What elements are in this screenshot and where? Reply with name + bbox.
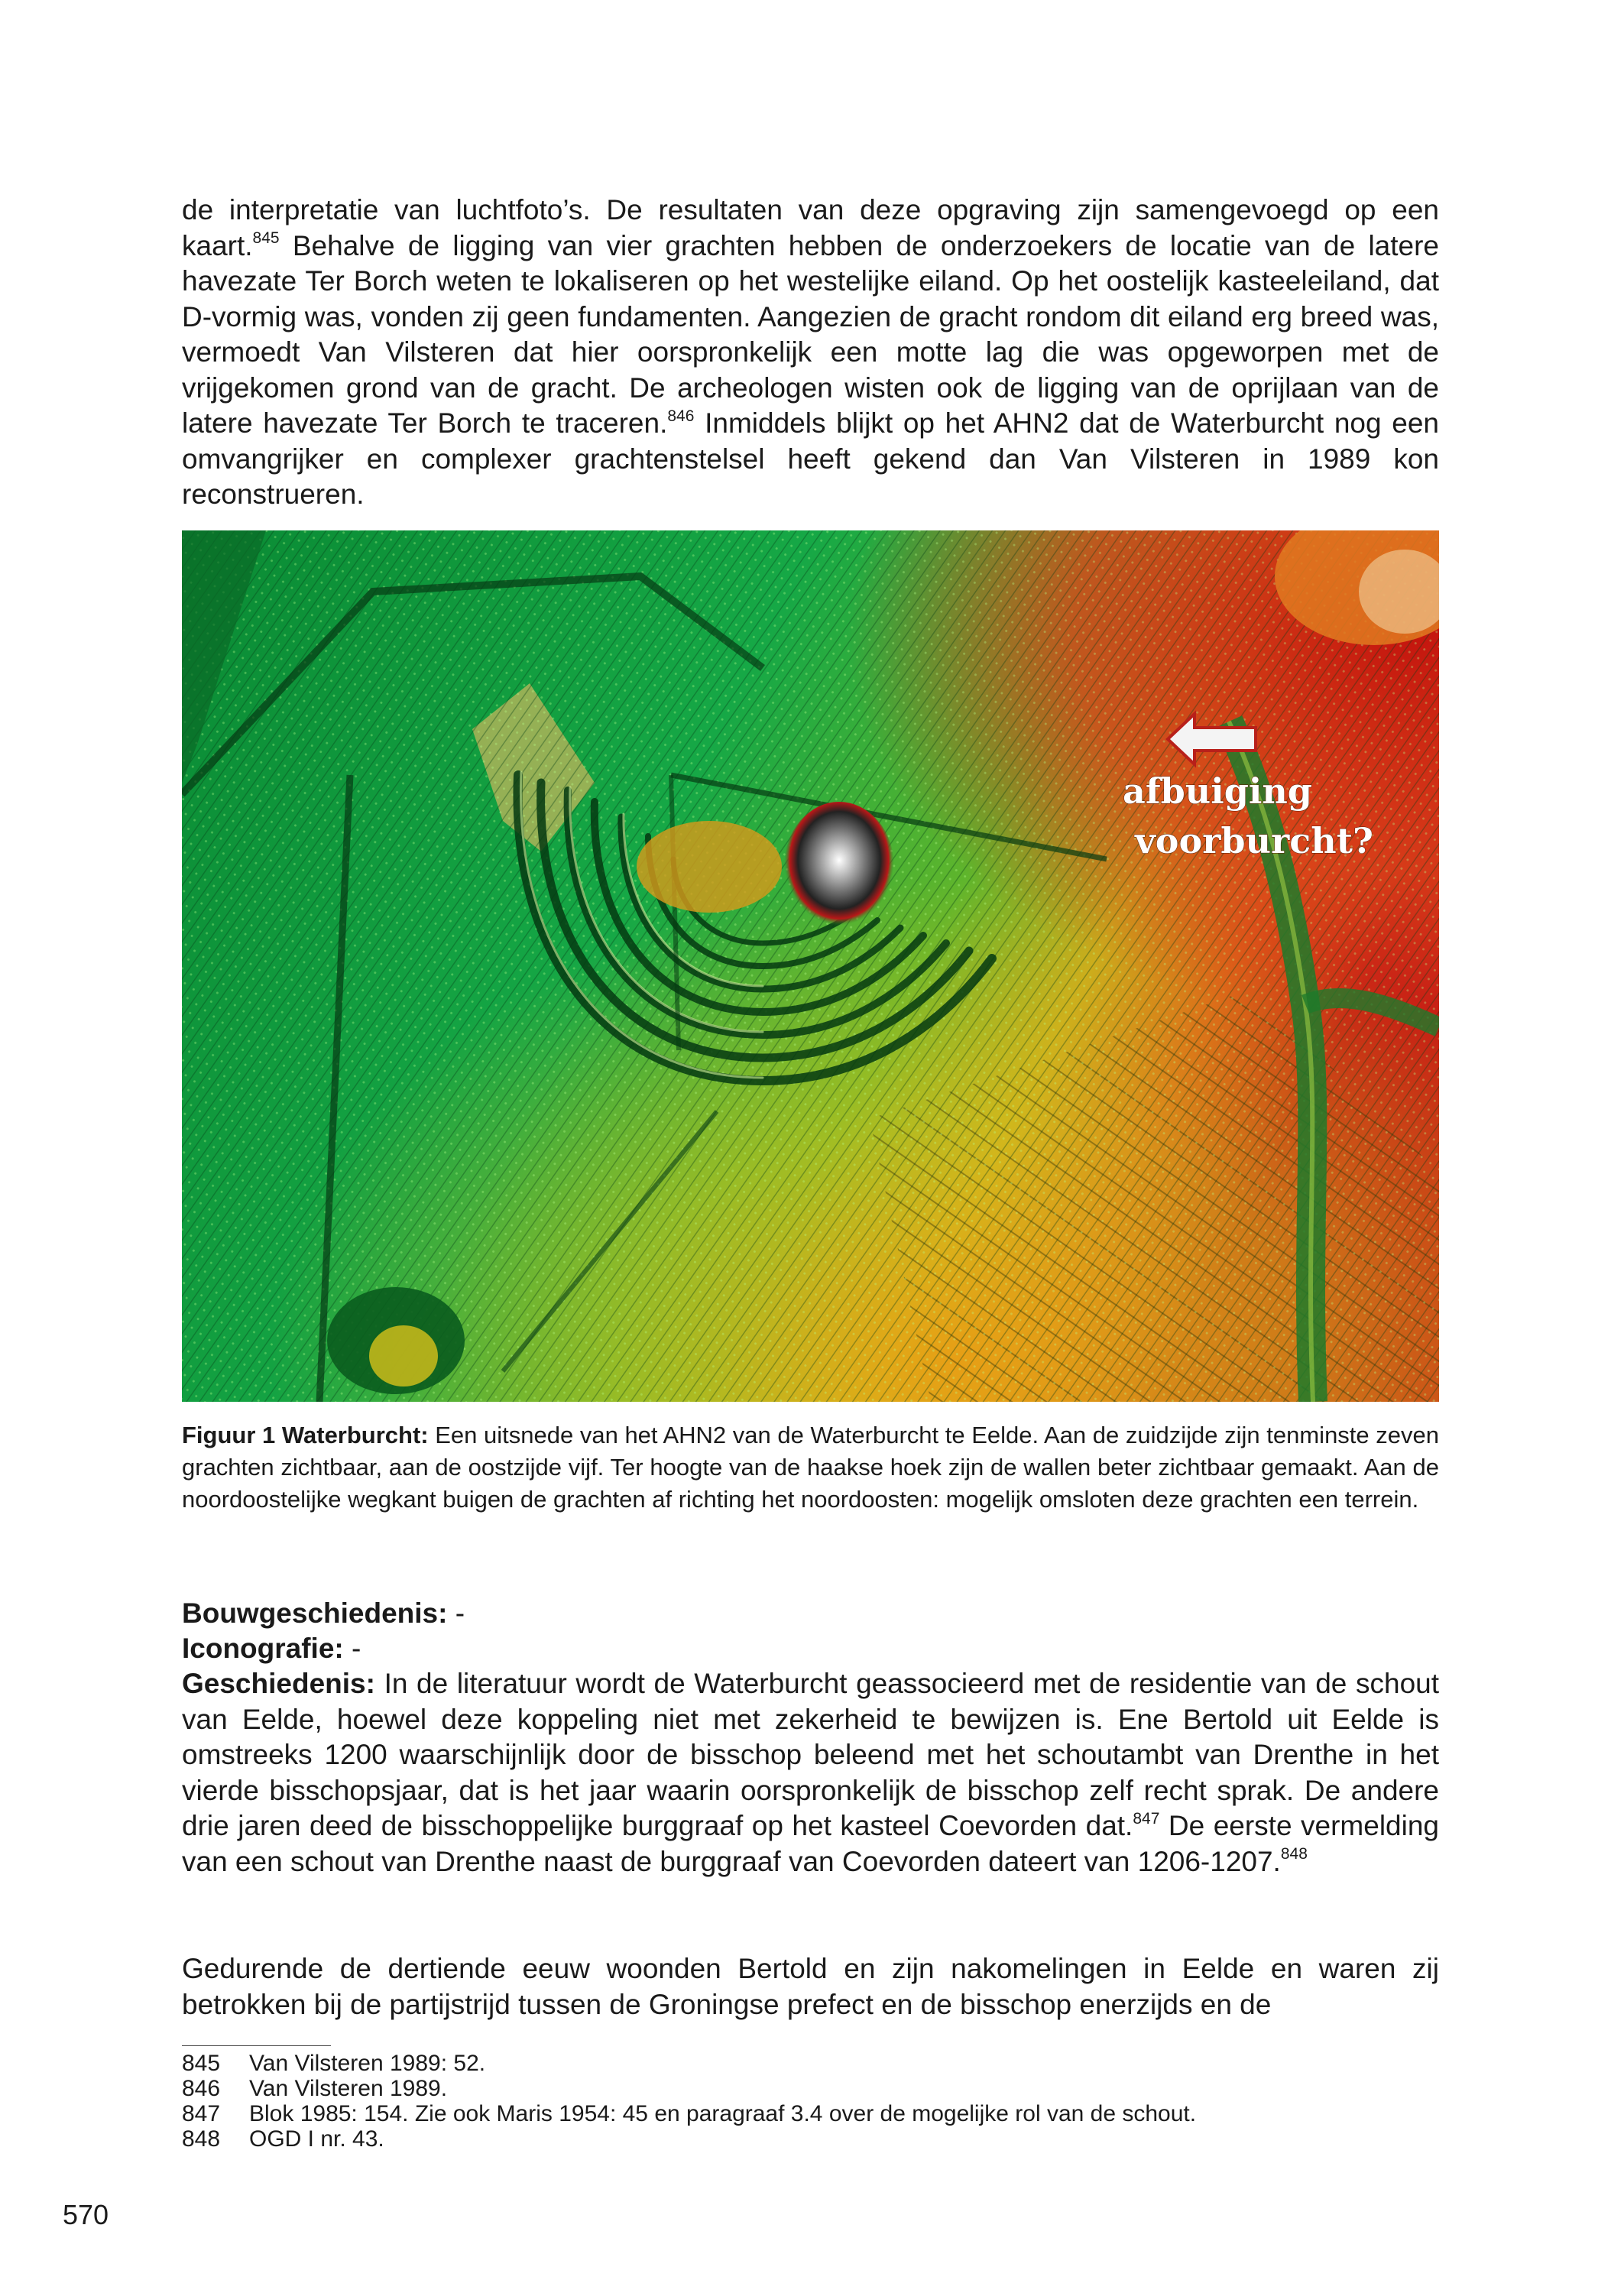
footnotes (182, 2051, 1439, 2152)
footnote-846: 846 Van Vilsteren 1989. (182, 2076, 448, 2101)
body-paragraph-2: Gedurende de dertiende eeuw woonden Bertold en zijn nakomelingen in Eelde en waren zij betrokken bij de partijstrijd tussen de Groningse prefect en de bisschop enerzijds en de (182, 1953, 1439, 2020)
annotation-voorburcht: voorburcht? (1135, 820, 1373, 861)
footnote-ref-848[interactable]: 848 (1280, 1845, 1308, 1863)
figure-caption: Figuur 1 Waterburcht: Een uitsnede van het AHN2 van de Waterburcht te Eelde. Aan de zuidzijde zijn tenminste zeven grachten zichtbaar, aan de oostzijde vijf. Ter hoogte van de haakse hoek zijn de wallen beter zichtbaar gemaakt. Aan de noordoostelijke wegkant buigen de grachten af richting het noordoosten: mogelijk omsloten deze grachten een terrein. (182, 1422, 1439, 1513)
body-paragraph-1: de interpretatie van luchtfoto’s. De resultaten van deze opgraving zijn samengevoegd op een kaart.$^{845}$ Behalve de ligging van vier grachten hebben de onderzoekers de locatie van de latere havezate Ter Borch weten te lokaliseren op het westelijke eiland. Op het oostelijk kasteeleiland, dat D-vormig was, vonden zij geen fundamenten. Aangezien de gracht rondom dit eiland erg breed was, vermoedt Van Vilsteren dat hier oorspronkelijk een motte lag die was opgeworpen met de vrijgekomen grond van de gracht. De archeologen wisten ook de ligging van de oprijlaan van de latere havezate Ter Borch te traceren.$^{846}$ Inmiddels blijkt op het AHN2 dat de Waterburcht nog een omvangrijker en complexer grachtenstelsel heeft gekend dan Van Vilsteren in 1989 kon reconstrueren. (182, 194, 1440, 510)
footnote-ref-845[interactable]: 845 (252, 229, 280, 248)
footnote-848: 848 OGD I nr. 43. (182, 2126, 384, 2152)
caption-label: Figuur 1 Waterburcht: (182, 1422, 429, 1448)
footnote-845: 845 Van Vilsteren 1989: 52. (182, 2051, 486, 2076)
ahn2-elevation-map (182, 530, 1439, 1402)
footnote-ref-846[interactable]: 846 (667, 407, 695, 425)
footnote-847: 847 Blok 1985: 154. Zie ook Maris 1954: 45 en paragraaf 3.4 over de mogelijke rol van de schout. (182, 2101, 1197, 2126)
annotation-afbuiging: afbuiging (1123, 770, 1312, 812)
footnote-divider (182, 2045, 331, 2046)
geschiedenis-label: Geschiedenis: (182, 1668, 375, 1699)
footnote-ref-847[interactable]: 847 (1133, 1809, 1160, 1828)
section-iconografie: Iconografie: - (182, 1633, 361, 1664)
section-bouwgeschiedenis: Bouwgeschiedenis: - (182, 1597, 465, 1629)
section-geschiedenis: Geschiedenis: In de literatuur wordt de Waterburcht geassocieerd met de residentie van de schout van Eelde, hoewel deze koppeling niet met zekerheid te bewijzen is. Ene Bertold uit Eelde is omstreeks 1200 waarschijnlijk door de bisschop beleend met het schoutambt van Drenthe in het vierde bisschopsjaar, dat is het jaar waarin oorspronkelijk de bisschop zelf recht sprak. De andere drie jaren deed de bisschoppelijke burggraaf op het kasteel Coevorden dat.$^{847}$ De eerste vermelding van een schout van Drenthe naast de burggraaf van Coevorden dateert van 1206-1207.$^{848}$ (182, 1668, 1440, 1877)
page-number: 570 (63, 2199, 109, 2230)
